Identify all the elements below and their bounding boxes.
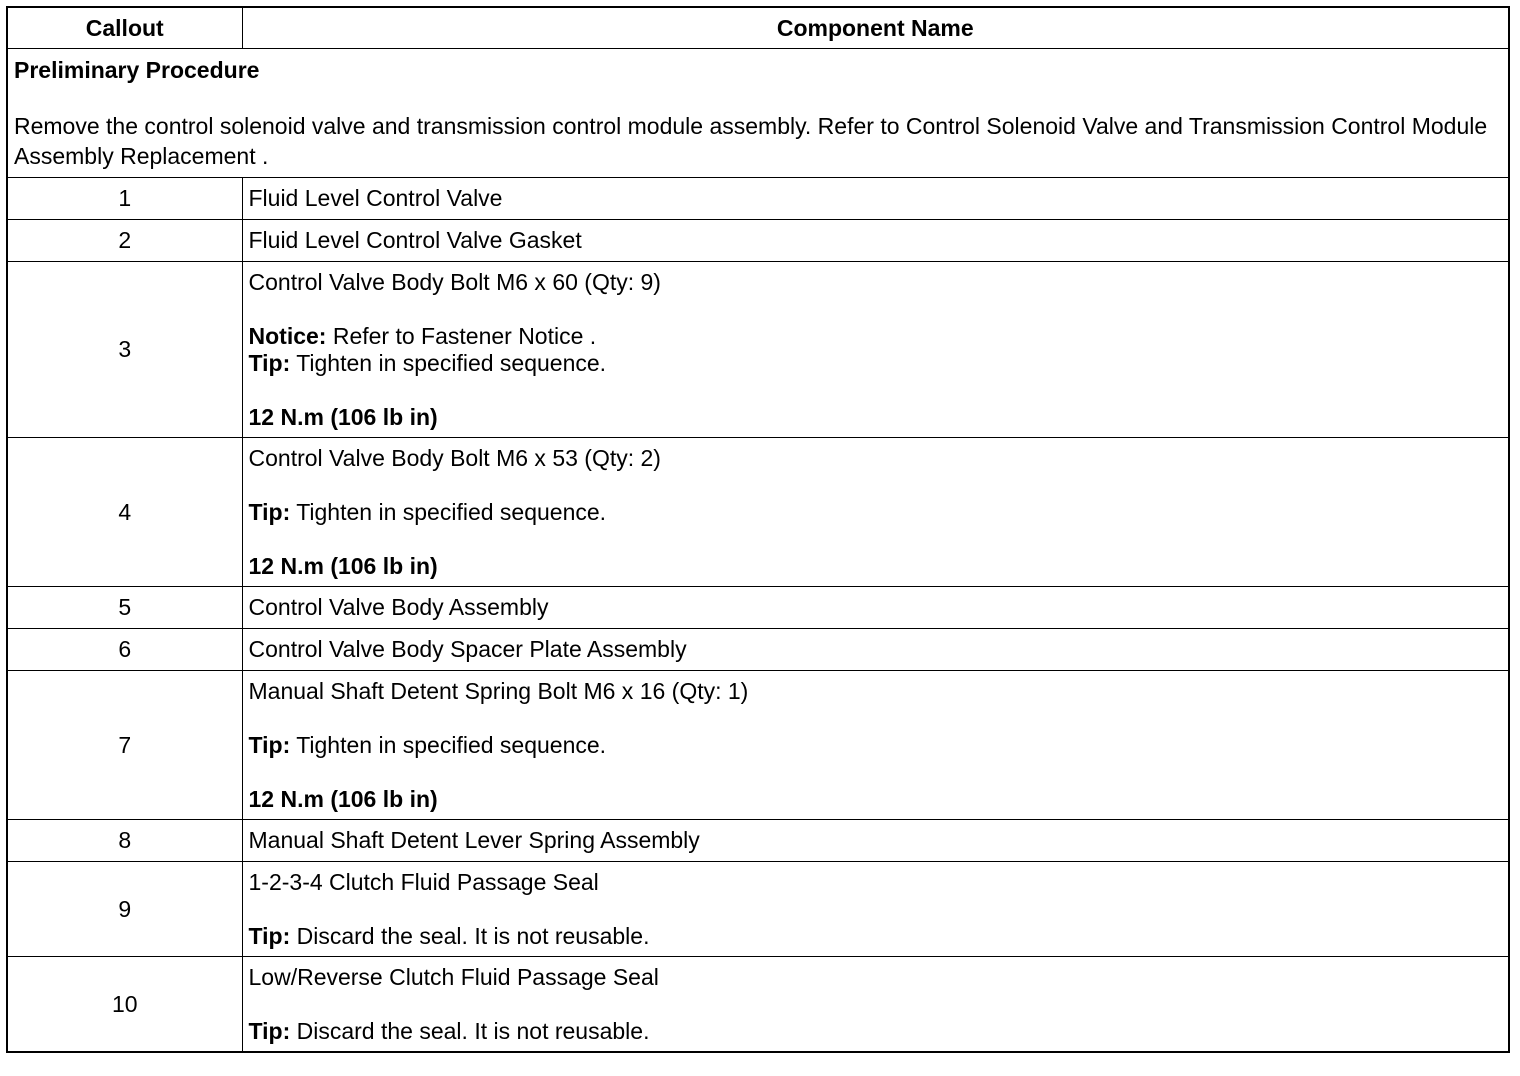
component-name-cell: Fluid Level Control Valve Gasket (242, 220, 1509, 262)
tip-line (249, 923, 1503, 950)
notice-text: Refer to Fastener Notice . (326, 323, 597, 349)
tip-text: Tighten in specified sequence. (290, 350, 607, 376)
tip-text: Tighten in specified sequence. (290, 732, 607, 758)
table-row (7, 957, 1509, 1053)
component-name-cell (242, 862, 1509, 957)
component-name-cell: Manual Shaft Detent Lever Spring Assembly (242, 820, 1509, 862)
table-row (7, 220, 1509, 262)
callout-cell: 8 (7, 820, 242, 862)
tip-label: Tip: (248, 350, 291, 376)
tip-label: Tip: (248, 499, 291, 525)
table-row (7, 262, 1509, 438)
table-header-row (7, 7, 1509, 49)
component-name: 1-2-3-4 Clutch Fluid Passage Seal (248, 869, 599, 895)
component-name-cell (242, 438, 1509, 587)
callout-cell: 3 (7, 262, 242, 438)
preliminary-procedure (7, 49, 1509, 178)
tip-line (249, 732, 1503, 759)
table-row (7, 671, 1509, 820)
notice-line (249, 323, 1503, 350)
table-row (7, 862, 1509, 957)
component-table (6, 6, 1510, 1053)
tip-label: Tip: (248, 1018, 291, 1044)
torque-spec: 12 N.m (106 lb in) (248, 786, 438, 812)
callout-cell: 5 (7, 587, 242, 629)
component-name: Manual Shaft Detent Spring Bolt M6 x 16 (Qty: 1) (248, 678, 749, 704)
tip-text: Discard the seal. It is not reusable. (290, 1018, 650, 1044)
table-row (7, 587, 1509, 629)
component-name-cell (242, 957, 1509, 1053)
component-name-header: Component Name (242, 7, 1509, 49)
table-row (7, 629, 1509, 671)
component-name: Control Valve Body Bolt M6 x 53 (Qty: 2) (248, 445, 661, 471)
component-name-cell: Fluid Level Control Valve (242, 178, 1509, 220)
callout-cell: 7 (7, 671, 242, 820)
component-name: Low/Reverse Clutch Fluid Passage Seal (248, 964, 659, 990)
notice-label: Notice: (248, 323, 327, 349)
component-name-cell: Control Valve Body Assembly (242, 587, 1509, 629)
preliminary-text: Remove the control solenoid valve and transmission control module assembly. Refer to Control Solenoid Valve and Transmission Control Module Assembly Replacement . (14, 113, 1488, 169)
tip-line (249, 350, 1503, 377)
callout-cell: 10 (7, 957, 242, 1053)
table-row (7, 438, 1509, 587)
component-name-cell (242, 671, 1509, 820)
tip-label: Tip: (248, 732, 291, 758)
torque-spec: 12 N.m (106 lb in) (248, 404, 438, 430)
callout-cell: 9 (7, 862, 242, 957)
component-name-cell (242, 262, 1509, 438)
tip-text: Discard the seal. It is not reusable. (290, 923, 650, 949)
preliminary-row (7, 49, 1509, 178)
component-name-cell: Control Valve Body Spacer Plate Assembly (242, 629, 1509, 671)
component-name: Control Valve Body Bolt M6 x 60 (Qty: 9) (248, 269, 661, 295)
tip-text: Tighten in specified sequence. (290, 499, 607, 525)
callout-header: Callout (7, 7, 242, 49)
preliminary-title: Preliminary Procedure (14, 57, 260, 83)
callout-cell: 4 (7, 438, 242, 587)
callout-cell: 6 (7, 629, 242, 671)
tip-line (249, 499, 1503, 526)
tip-line (249, 1018, 1503, 1045)
callout-cell: 2 (7, 220, 242, 262)
table-row (7, 820, 1509, 862)
callout-cell: 1 (7, 178, 242, 220)
tip-label: Tip: (248, 923, 291, 949)
table-row (7, 178, 1509, 220)
torque-spec: 12 N.m (106 lb in) (248, 553, 438, 579)
